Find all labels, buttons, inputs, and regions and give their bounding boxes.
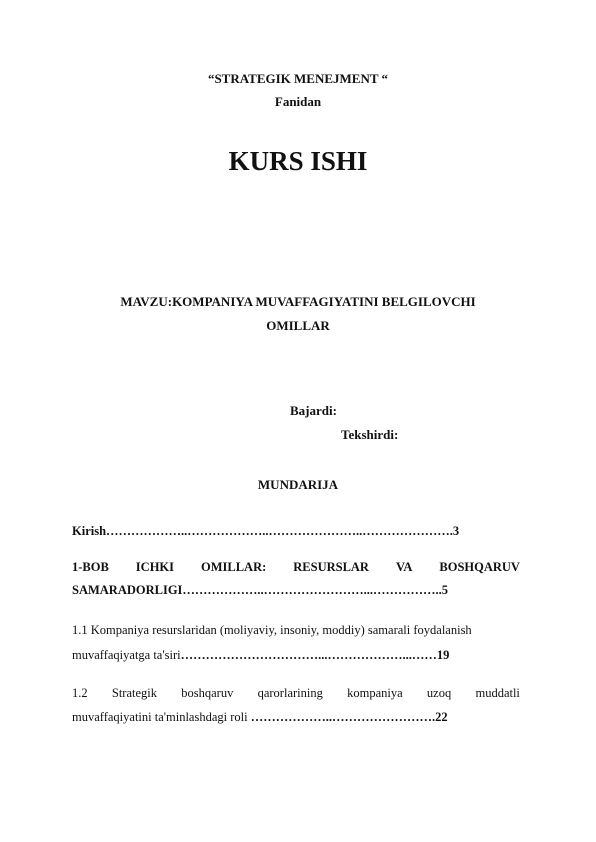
toc-s11-line1: 1.1 Kompaniya resurslaridan (moliyaviy, insoniy, moddiy) samarali foydalanish <box>72 623 472 637</box>
toc-word: boshqaruv <box>181 686 234 700</box>
toc-s11-line2 <box>72 648 520 663</box>
toc-word: uzoq <box>426 686 452 700</box>
toc-word: VA <box>395 560 413 574</box>
tekshirdi-label: Tekshirdi: <box>341 427 399 442</box>
course-subject: “STRATEGIK MENEJMENT “ <box>207 71 389 86</box>
toc-word: 1-BOB <box>72 560 109 574</box>
toc-word: ICHKI <box>135 560 174 574</box>
toc-s11-text: muvaffaqiyatga ta'siri <box>72 648 181 662</box>
toc-word: OMILLAR: <box>200 560 267 574</box>
toc-s12-line1 <box>72 686 520 701</box>
toc-word: RESURSLAR <box>293 560 369 574</box>
toc-word: muddatli <box>475 686 520 700</box>
toc-word: Strategik <box>111 686 158 700</box>
toc-bob1-line1 <box>72 560 520 575</box>
toc-s12-text: muvaffaqiyatini ta'minlashdagi roli <box>72 710 251 724</box>
toc-word: qarorlarining <box>257 686 323 700</box>
toc-s12-line2 <box>72 710 520 725</box>
toc-kirish: Kirish………………..………………..…………………..………………….3 <box>72 524 460 538</box>
fanidan-label: Fanidan <box>274 94 322 109</box>
toc-bob1-line2: SAMARADORLIGI………………..……………………...……………..5 <box>72 583 449 597</box>
contents-heading: MUNDARIJA <box>257 477 339 492</box>
document-title: KURS ISHI <box>228 146 368 176</box>
toc-word: 1.2 <box>72 686 88 700</box>
topic-line-2: OMILLAR <box>266 318 330 333</box>
bajardi-label: Bajardi: <box>290 403 337 418</box>
toc-word: kompaniya <box>347 686 403 700</box>
topic-line-1: MAVZU:KOMPANIYA MUVAFFAGIYATINI BELGILOVCHI <box>120 294 476 309</box>
toc-s11-dots: ……………………………...………………...……19 <box>180 648 450 662</box>
toc-word: BOSHQARUV <box>439 560 520 574</box>
toc-s12-dots: ………………..…………………….22 <box>250 710 448 724</box>
